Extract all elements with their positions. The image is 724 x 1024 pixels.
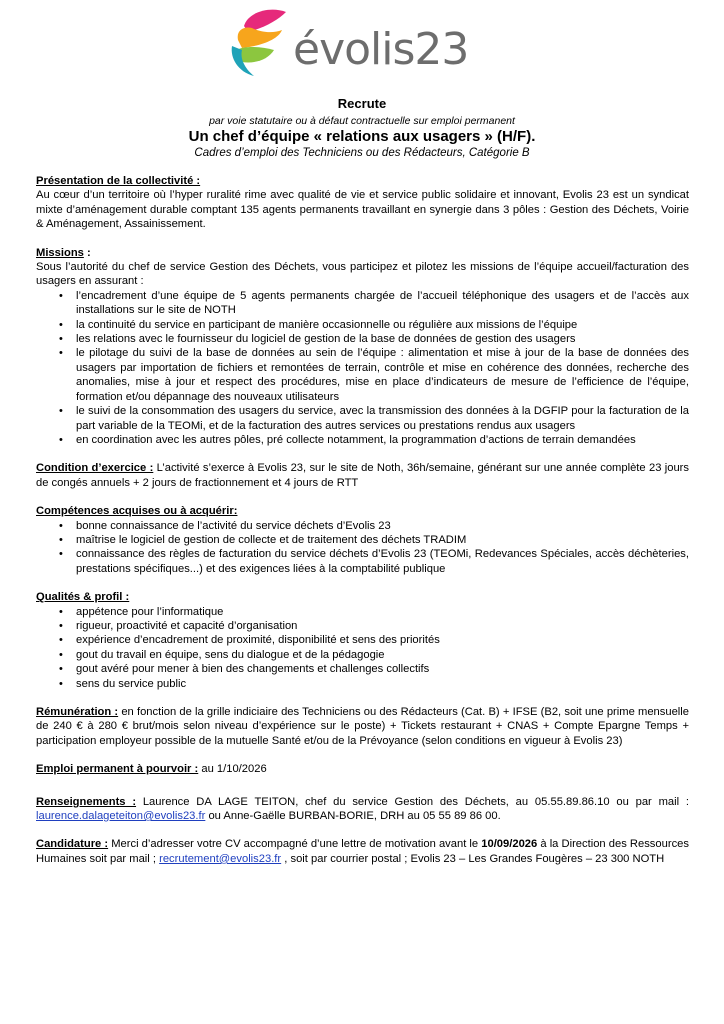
list-item: • sens du service public (36, 677, 689, 691)
list-item: • en coordination avec les autres pôles, pré collecte notamment, la programmation d’actions de terrain demandées (36, 433, 689, 447)
recrute-heading: Recrute (337, 96, 387, 111)
job-title: Un chef d’équipe « relations aux usagers » (H/F). (188, 128, 536, 145)
list-item: • le pilotage du suivi de la base de données au sein de l’équipe : alimentation et mise à jour de la base de données des usagers par importation de fichiers et remontées de terrain, contrôle et mise en cohérence des données, recherche des anomalies, mise à jour et respect des procédures, mise en place d’indicateurs de mesure de l’efficience de l’équipe, formation et/ou dépannage des nouveaux utilisateurs (36, 346, 689, 404)
candidature-heading: Candidature : (36, 838, 109, 851)
condition-section (36, 461, 689, 490)
missions-heading: Missions (36, 246, 84, 259)
qualites-heading: Qualités & profil : (36, 591, 130, 604)
deadline-date: 10/09/2026 (481, 838, 538, 851)
emploi-section (36, 762, 689, 776)
emploi-heading: Emploi permanent à pourvoir : (36, 763, 199, 776)
posting-header (0, 96, 724, 161)
list-item: • bonne connaissance de l’activité du service déchets d’Evolis 23 (36, 519, 689, 533)
condition-heading: Condition d’exercice : (36, 462, 154, 475)
evolis23-logo (230, 6, 500, 78)
list-item: • gout avéré pour mener à bien des changements et challenges collectifs (36, 662, 689, 676)
recruitment-mode: par voie statutaire ou à défaut contractuelle sur emploi permanent (209, 115, 515, 127)
condition-text: L’activité s’exerce à Evolis 23, sur le site de Noth, 36h/semaine, générant sur une année complète 23 jours de congés annuels + 2 jours de fractionnement et 4 jours de RTT (36, 462, 689, 489)
qualites-list (36, 605, 689, 691)
emploi-text: au 1/10/2026 (198, 763, 267, 776)
candidature-text: Merci d’adresser votre CV accompagné d’une lettre de motivation avant le (108, 838, 482, 851)
candidature-section (36, 837, 689, 866)
presentation-heading: Présentation de la collectivité : (36, 175, 201, 187)
list-item: • expérience d’encadrement de proximité, disponibilité et sens des priorités (36, 633, 689, 647)
list-item: • les relations avec le fournisseur du logiciel de gestion de la base de données de gestion des usagers (36, 332, 689, 346)
renseignements-text-2: ou Anne-Gaëlle BURBAN-BORIE, DRH au 05 55 89 86 00. (205, 810, 501, 823)
competences-heading: Compétences acquises ou à acquérir: (36, 505, 238, 518)
list-item: • connaissance des règles de facturation du service déchets d’Evolis 23 (TEOMi, Redevances Spéciales, accès déchèteries, prestations spécifiques...) et des exigences liées à la comptabilité publique (36, 547, 689, 576)
presentation-text: Au cœur d’un territoire où l’hyper ruralité rime avec qualité de vie et service public solidaire et innovant, Evolis 23 est un syndicat mixte d’aménagement durable comptant 135 agents permanents travaillant en synergie dans 3 pôles : Gestion des Déchets, Voirie & Aménagement, Assainissement. (36, 189, 689, 231)
renseignements-heading: Renseignements : (36, 795, 137, 808)
qualites-section (36, 590, 689, 691)
evolis-logo-mark-icon (230, 6, 292, 78)
missions-intro: Sous l’autorité du chef de service Gestion des Déchets, vous participez et pilotez les missions de l’équipe accueil/facturation des usagers en assurant : (36, 261, 689, 288)
logo-wordmark: évolis23 (293, 24, 469, 75)
list-item: • maîtrise le logiciel de gestion de collecte et de traitement des déchets TRADIM (36, 533, 689, 547)
contact-email-link[interactable]: laurence.dalageteiton@evolis23.fr (36, 810, 206, 823)
list-item: • rigueur, proactivité et capacité d’organisation (36, 619, 689, 633)
remuneration-section (36, 705, 689, 748)
presentation-section (36, 174, 689, 232)
list-item: • la continuité du service en participant de manière occasionnelle ou régulière aux missions de l’équipe (36, 318, 689, 332)
posting-body (36, 174, 689, 866)
list-item: • le suivi de la consommation des usagers du service, avec la transmission des données à la DGFIP pour la facturation de la part variable de la TEOMi, et de la facturation des autres services ou prestations rendus aux usagers (36, 404, 689, 433)
renseignements-text: Laurence DA LAGE TEITON, chef du service Gestion des Déchets, au 05.55.89.86.10 ou par mail : (136, 795, 689, 808)
missions-section: Missions : Sous l’autorité du chef de service Gestion des Déchets, vous participez et pilotez les missions de l’équipe accueil/facturation des usagers en assurant : • l’encadrement d’une équipe de 5 agents permanents chargée de l’accueil téléphonique des usagers et de l’accès aux installations sur le site de NOTH • la continuité du service en participant de manière occasionnelle ou régulière aux missions de l’équipe • les relations avec le fournisseur du logiciel de gestion de la base de données de gestion des usagers • le pilotage du suivi de la base de données au sein de l’équipe : alimentation et mise à jour de la base de données des usagers par importation de fichiers et remontées de terrain, contrôle et mise en cohérence des données, recherche des anomalies, mise à jour et respect des procédures, mise en place d’indicateurs de mesure de l’efficience de l’équipe, formation et/ou dépannage des nouveaux utilisateurs • le suivi de la consommation des usagers du service, avec la transmission des données à la DGFIP pour la facturation de la part variable de la TEOMi, et de la facturation des autres services ou prestations rendus aux usagers • en coordination avec les autres pôles, pré collecte notamment, la programmation d’actions de terrain demandées (36, 246, 689, 448)
recruitment-email-link[interactable]: recrutement@evolis23.fr (159, 852, 282, 865)
competences-section (36, 504, 689, 576)
list-item: • gout du travail en équipe, sens du dialogue et de la pédagogie (36, 648, 689, 662)
missions-list (36, 289, 689, 447)
renseignements-section (36, 795, 689, 824)
remuneration-heading: Rémunération : (36, 706, 119, 718)
competences-list (36, 519, 689, 577)
job-grade: Cadres d’emploi des Techniciens ou des Rédacteurs, Catégorie B (194, 147, 530, 159)
candidature-text-2: à la Direction des Ressources Humaines soit par mail ; (36, 838, 689, 865)
list-item: • l’encadrement d’une équipe de 5 agents permanents chargée de l’accueil téléphonique des usagers et de l’accès aux installations sur le site de NOTH (36, 289, 689, 318)
candidature-text-3: , soit par courrier postal ; Evolis 23 – Les Grandes Fougères – 23 300 NOTH (281, 852, 665, 865)
remuneration-text: en fonction de la grille indiciaire des Techniciens ou des Rédacteurs (Cat. B) + IFSE (B2, soit une prime mensuelle de 240 € à 280 € brut/mois selon niveau d’expérience sur le poste) + Tickets restaurant + CNAS + Compte Epargne Temps + participation employeur possible de la mutuelle Santé et/ou de la Prévoyance (selon conditions en vigueur à Evolis 23) (36, 706, 689, 747)
list-item: • appétence pour l’informatique (36, 605, 689, 619)
